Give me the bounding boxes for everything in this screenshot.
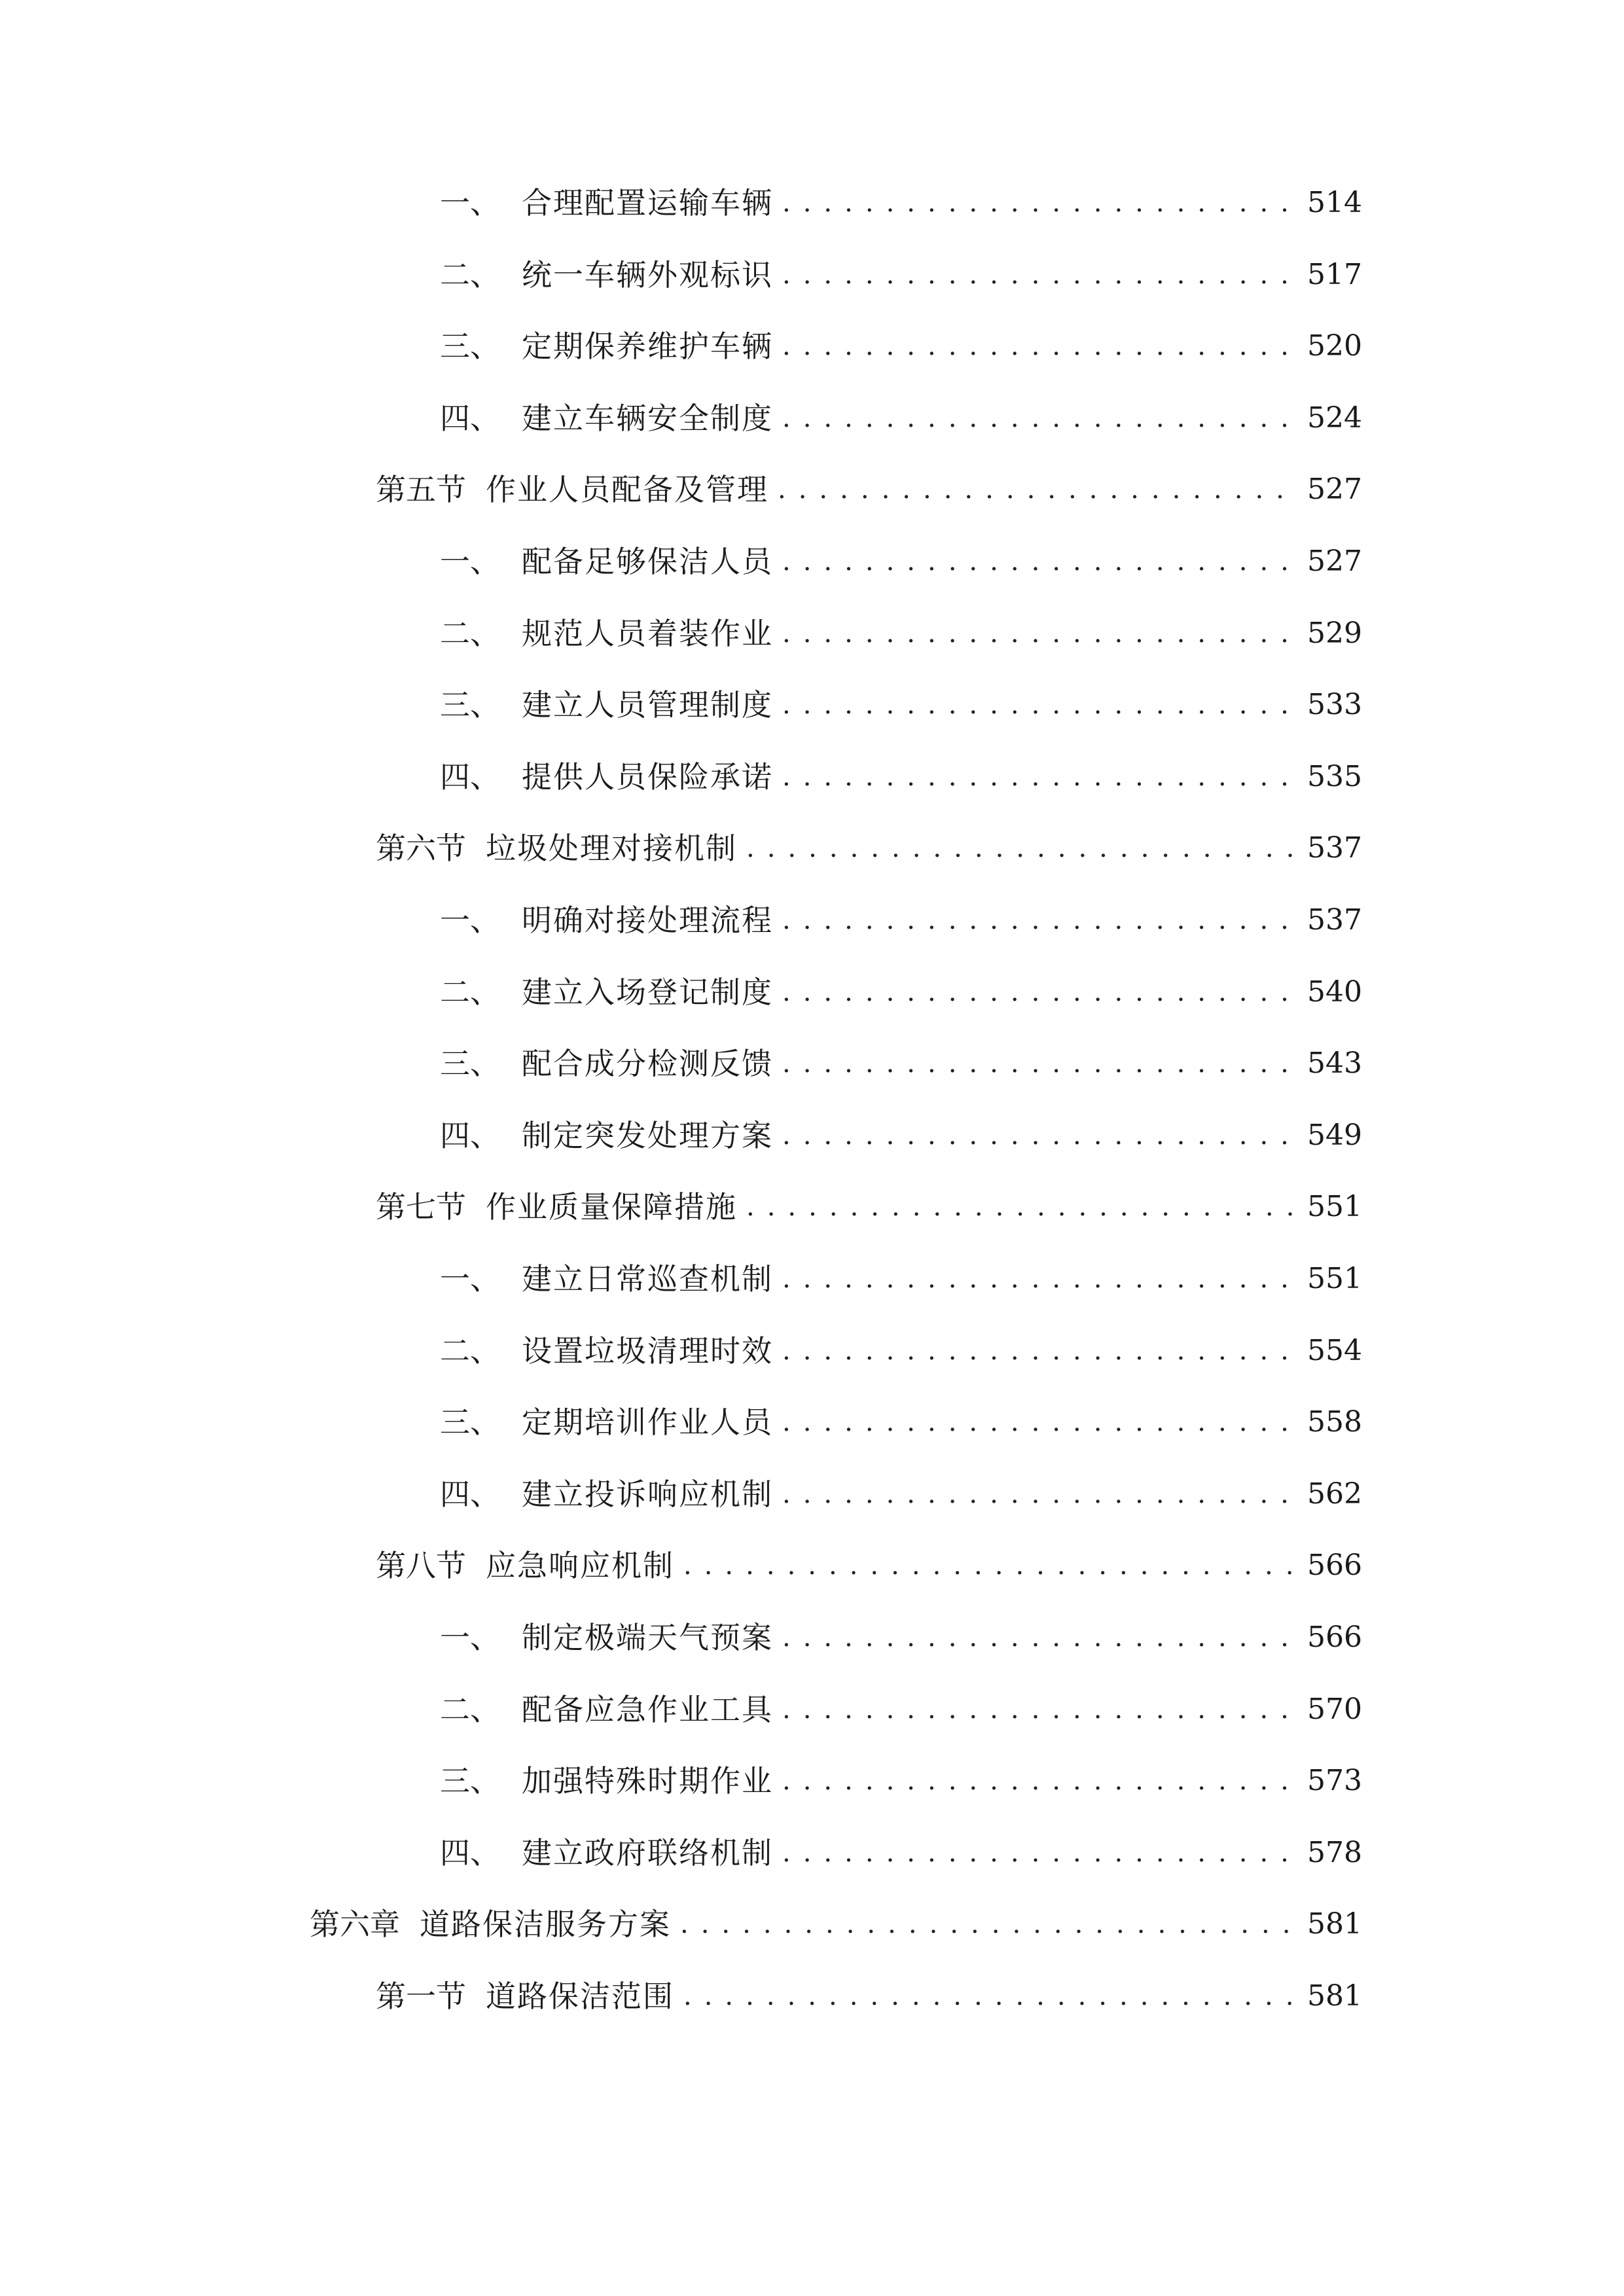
- toc-dot-leader: [782, 1755, 1293, 1807]
- toc-dot-leader: [782, 1253, 1293, 1305]
- toc-entry-section[interactable]: [376, 1539, 1362, 1592]
- toc-entry-title: 提供人员保险承诺: [522, 759, 773, 795]
- toc-entry-number: 第六章: [310, 1907, 400, 1942]
- toc-dot-leader: [782, 966, 1293, 1018]
- toc-entry-item[interactable]: [440, 1253, 1362, 1305]
- toc-entry-number: 二、: [440, 616, 500, 651]
- toc-entry-item[interactable]: [440, 1755, 1362, 1807]
- toc-entry-title: 设置垃圾清理时效: [522, 1333, 773, 1369]
- toc-entry-title: 道路保洁范围: [486, 1979, 674, 2014]
- toc-dot-leader: [778, 463, 1293, 516]
- toc-entry-number: 二、: [440, 975, 500, 1010]
- toc-entry-title: 建立政府联络机制: [522, 1835, 773, 1871]
- toc-entry-title: 作业质量保障措施: [486, 1189, 737, 1225]
- toc-entry-title: 建立车辆安全制度: [522, 401, 773, 436]
- toc-dot-leader: [782, 1683, 1293, 1736]
- toc-entry-title: 垃圾处理对接机制: [486, 831, 737, 866]
- toc-entry-section[interactable]: [376, 463, 1362, 516]
- toc-entry-item[interactable]: [440, 1611, 1362, 1664]
- toc-dot-leader: [782, 535, 1293, 588]
- toc-entry-title: 明确对接处理流程: [522, 903, 773, 938]
- toc-entry-page-number: 529: [1307, 617, 1362, 650]
- toc-dot-leader: [782, 751, 1293, 803]
- toc-dot-leader: [683, 1970, 1293, 2022]
- toc-entry-title: 配合成分检测反馈: [522, 1046, 773, 1081]
- toc-entry-title: 定期培训作业人员: [522, 1405, 773, 1440]
- toc-entry-item[interactable]: [440, 1468, 1362, 1520]
- toc-entry-page-number: 527: [1307, 473, 1362, 506]
- toc-entry-section[interactable]: [376, 1970, 1362, 2022]
- toc-entry-page-number: 578: [1307, 1836, 1362, 1869]
- toc-entry-number: 四、: [440, 1477, 500, 1512]
- toc-dot-leader: [683, 1539, 1293, 1592]
- toc-entry-page-number: 533: [1307, 688, 1362, 721]
- toc-entry-item[interactable]: [440, 535, 1362, 588]
- toc-entry-item[interactable]: [440, 679, 1362, 731]
- toc-entry-title: 定期保养维护车辆: [522, 329, 773, 364]
- toc-entry-page-number: 581: [1307, 1979, 1362, 2013]
- toc-entry-title: 合理配置运输车辆: [522, 185, 773, 221]
- toc-dot-leader: [782, 1037, 1293, 1090]
- toc-entry-title: 制定突发处理方案: [522, 1118, 773, 1153]
- toc-entry-page-number: 551: [1307, 1262, 1362, 1295]
- toc-entry-number: 四、: [440, 1835, 500, 1871]
- toc-entry-number: 三、: [440, 1405, 500, 1440]
- toc-entry-page-number: 527: [1307, 545, 1362, 578]
- toc-dot-leader: [782, 679, 1293, 731]
- toc-entry-number: 三、: [440, 329, 500, 364]
- toc-dot-leader: [746, 1181, 1293, 1233]
- toc-entry-title: 建立日常巡查机制: [522, 1261, 773, 1297]
- toc-entry-number: 第七节: [376, 1189, 466, 1225]
- toc-entry-number: 一、: [440, 903, 500, 938]
- toc-entry-title: 作业人员配备及管理: [486, 472, 768, 507]
- toc-entry-number: 第六节: [376, 831, 466, 866]
- toc-entry-page-number: 543: [1307, 1047, 1362, 1080]
- toc-dot-leader: [782, 177, 1293, 229]
- toc-entry-page-number: 573: [1307, 1764, 1362, 1797]
- toc-entry-page-number: 554: [1307, 1334, 1362, 1367]
- toc-entry-title: 建立投诉响应机制: [522, 1477, 773, 1512]
- toc-dot-leader: [782, 1611, 1293, 1664]
- toc-entry-item[interactable]: [440, 1037, 1362, 1090]
- toc-entry-title: 制定极端天气预案: [522, 1620, 773, 1655]
- toc-entry-page-number: 524: [1307, 401, 1362, 435]
- toc-entry-item[interactable]: [440, 392, 1362, 444]
- toc-entry-number: 三、: [440, 1046, 500, 1081]
- toc-entry-section[interactable]: [376, 822, 1362, 874]
- toc-entry-page-number: 558: [1307, 1405, 1362, 1439]
- toc-entry-title: 建立入场登记制度: [522, 975, 773, 1010]
- toc-entry-number: 一、: [440, 185, 500, 221]
- toc-entry-chapter[interactable]: [310, 1898, 1362, 1950]
- toc-entry-number: 三、: [440, 687, 500, 723]
- toc-entry-item[interactable]: [440, 1827, 1362, 1879]
- toc-entry-item[interactable]: [440, 607, 1362, 660]
- toc-entry-item[interactable]: [440, 177, 1362, 229]
- toc-entry-title: 加强特殊时期作业: [522, 1763, 773, 1799]
- toc-entry-page-number: 549: [1307, 1119, 1362, 1152]
- toc-entry-number: 二、: [440, 257, 500, 293]
- toc-dot-leader: [782, 392, 1293, 444]
- toc-entry-number: 一、: [440, 544, 500, 579]
- toc-dot-leader: [782, 1468, 1293, 1520]
- toc-entry-number: 三、: [440, 1763, 500, 1799]
- toc-entry-title: 建立人员管理制度: [522, 687, 773, 723]
- toc-dot-leader: [680, 1898, 1293, 1950]
- toc-entry-number: 二、: [440, 1333, 500, 1369]
- toc-entry-number: 第八节: [376, 1548, 466, 1583]
- toc-dot-leader: [782, 1109, 1293, 1162]
- toc-entry-item[interactable]: [440, 751, 1362, 803]
- toc-entry-page-number: 517: [1307, 258, 1362, 291]
- toc-dot-leader: [782, 1396, 1293, 1448]
- toc-entry-page-number: 520: [1307, 329, 1362, 363]
- toc-entry-number: 一、: [440, 1261, 500, 1297]
- toc-dot-leader: [782, 249, 1293, 301]
- toc-entry-item[interactable]: [440, 1683, 1362, 1736]
- toc-entry-number: 第一节: [376, 1979, 466, 2014]
- toc-dot-leader: [782, 320, 1293, 372]
- toc-entry-page-number: 570: [1307, 1693, 1362, 1726]
- toc-entry-number: 第五节: [376, 472, 466, 507]
- toc-entry-item[interactable]: [440, 249, 1362, 301]
- toc-entry-page-number: 540: [1307, 975, 1362, 1009]
- toc-entry-item[interactable]: [440, 1396, 1362, 1448]
- toc-entry-item[interactable]: [440, 1109, 1362, 1162]
- toc-dot-leader: [782, 607, 1293, 660]
- toc-entry-title: 应急响应机制: [486, 1548, 674, 1583]
- toc-entry-page-number: 537: [1307, 831, 1362, 865]
- toc-entry-page-number: 537: [1307, 903, 1362, 937]
- toc-entry-number: 四、: [440, 1118, 500, 1153]
- toc-entry-title: 道路保洁服务方案: [420, 1907, 671, 1942]
- toc-entry-title: 规范人员着装作业: [522, 616, 773, 651]
- toc-entry-item[interactable]: [440, 894, 1362, 946]
- toc-entry-item[interactable]: [440, 320, 1362, 372]
- toc-entry-page-number: 581: [1307, 1907, 1362, 1941]
- toc-entry-page-number: 566: [1307, 1621, 1362, 1654]
- toc-dot-leader: [746, 822, 1293, 874]
- toc-dot-leader: [782, 894, 1293, 946]
- toc-dot-leader: [782, 1325, 1293, 1377]
- toc-entry-number: 二、: [440, 1692, 500, 1727]
- toc-entry-page-number: 535: [1307, 760, 1362, 793]
- toc-entry-number: 四、: [440, 401, 500, 436]
- toc-entry-title: 统一车辆外观标识: [522, 257, 773, 293]
- toc-entry-title: 配备应急作业工具: [522, 1692, 773, 1727]
- toc-entry-number: 一、: [440, 1620, 500, 1655]
- toc-entry-title: 配备足够保洁人员: [522, 544, 773, 579]
- toc-entry-section[interactable]: [376, 1181, 1362, 1233]
- toc-entry-page-number: 562: [1307, 1477, 1362, 1511]
- toc-entry-number: 四、: [440, 759, 500, 795]
- toc-entry-page-number: 551: [1307, 1190, 1362, 1223]
- toc-entry-page-number: 514: [1307, 186, 1362, 219]
- toc-entry-item[interactable]: [440, 966, 1362, 1018]
- toc-entry-page-number: 566: [1307, 1549, 1362, 1582]
- toc-entry-item[interactable]: [440, 1325, 1362, 1377]
- toc-dot-leader: [782, 1827, 1293, 1879]
